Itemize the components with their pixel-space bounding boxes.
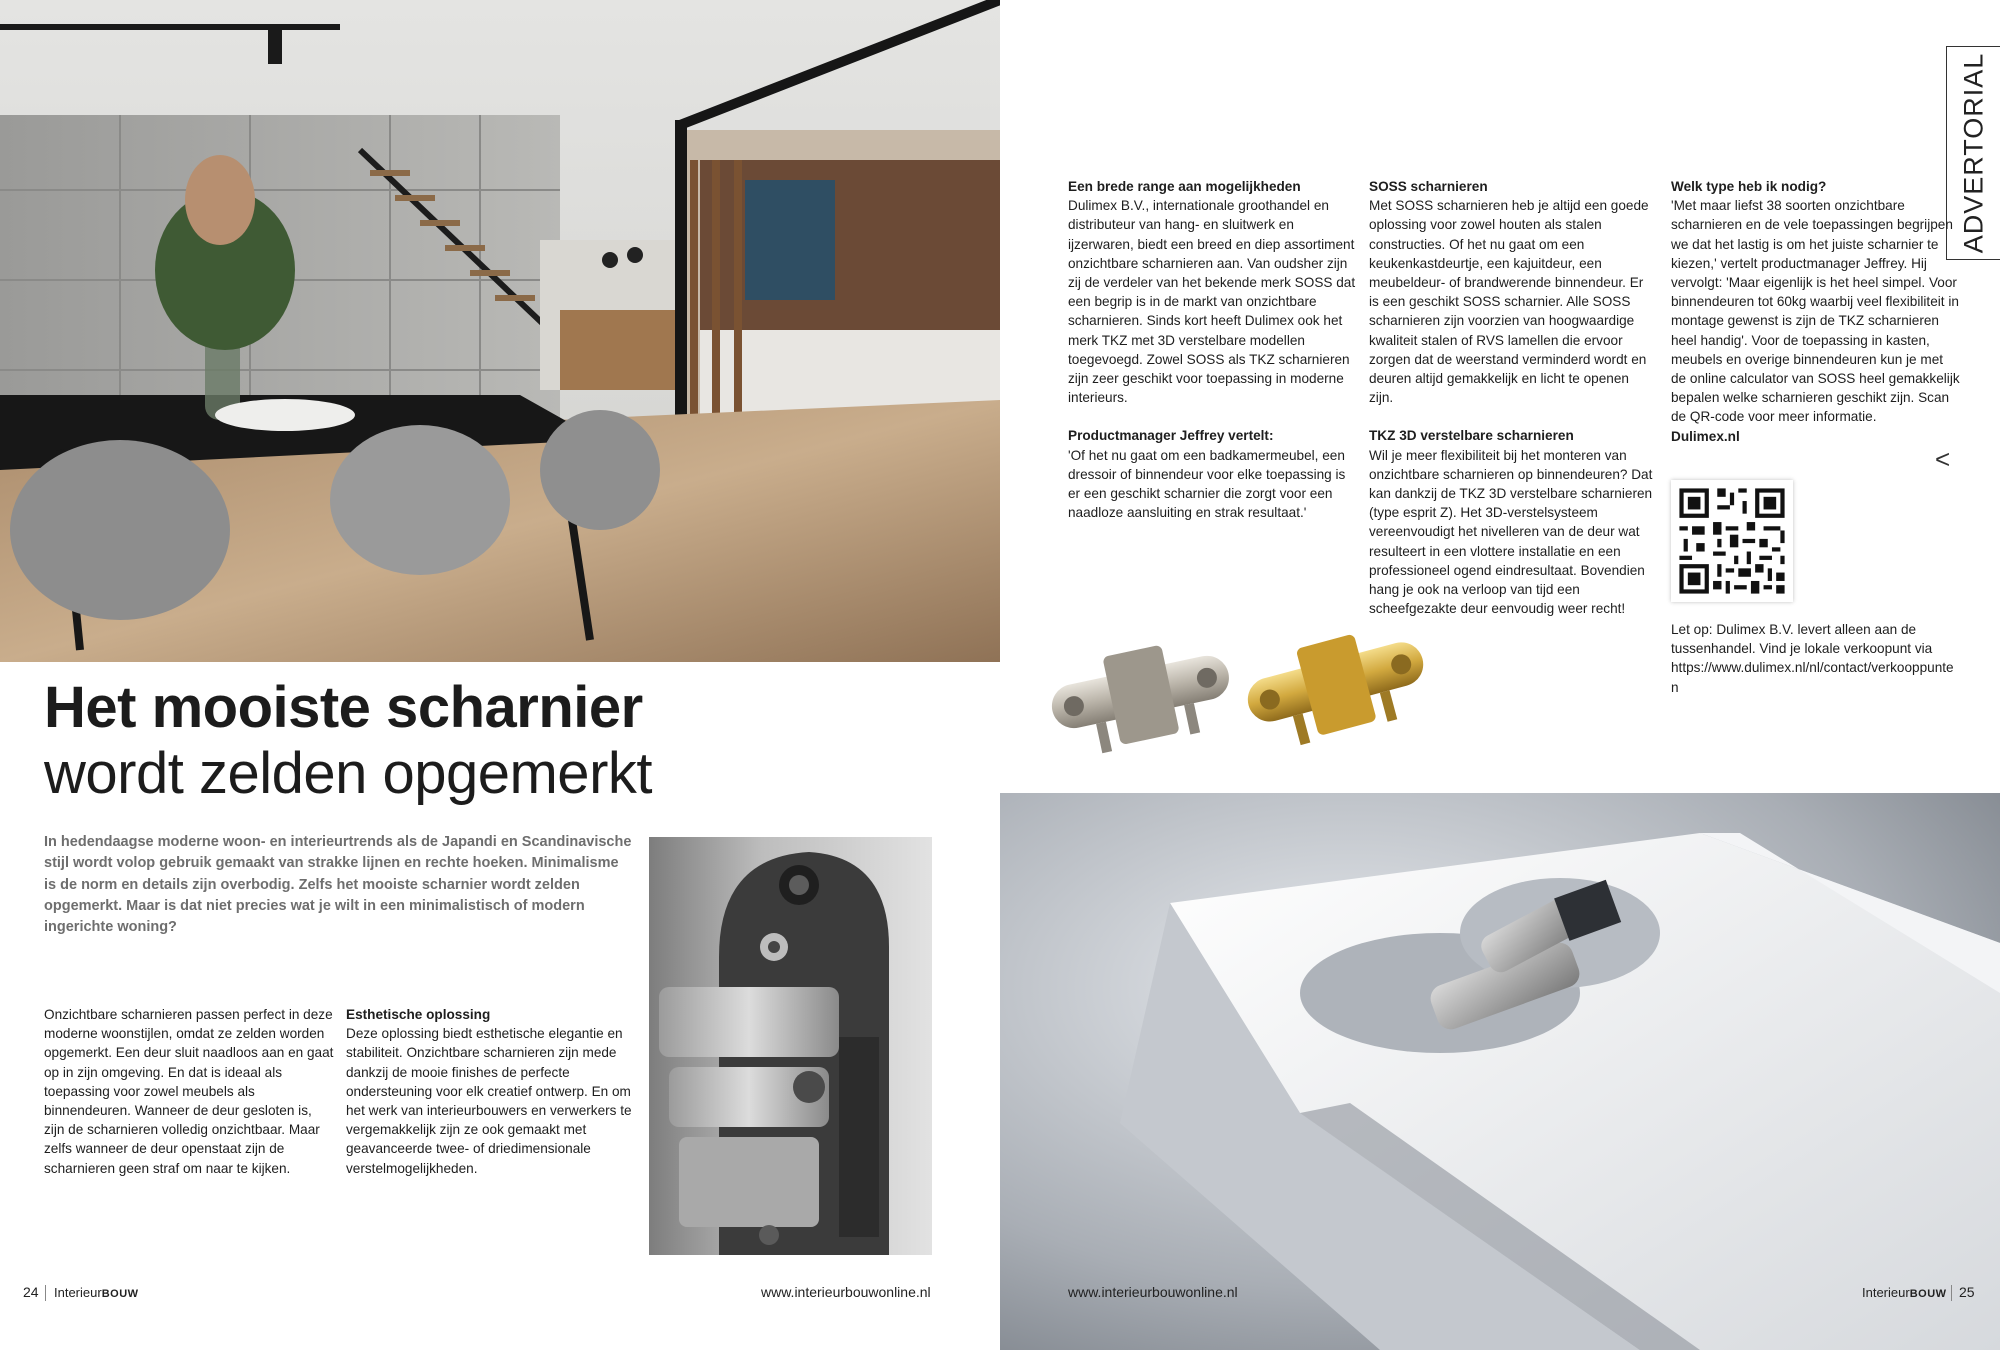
left-column-2 xyxy=(346,1005,636,1178)
right-col1-text2: 'Of het nu gaat om een badkamermeubel, een dressoir of binnendeur voor elke toepassing is er een geschikt scharnier die zorgt voor een naadloze aansluiting en strak resultaat.' xyxy=(1068,447,1346,521)
hinge-closeup-photo xyxy=(649,837,932,1255)
right-col1-text1: Dulimex B.V., internationale groothandel en distributeur van hang- en sluitwerk en ijzerwaren, biedt een breed en diep assortiment onzichtbare scharnieren aan. Van oudsher zijn zij de verdeler van het bekende merk SOSS dat een begrip is in de markt van onzichtbare scharnieren. Sinds kort heeft Dulimex ook het merk TKZ met 3D verstelbare modellen toegevoegd. Zowel SOSS als TKZ scharnieren zijn zeer geschikt voor toepassing in moderne interieurs. xyxy=(1068,198,1356,406)
chevron-left-icon: < xyxy=(1935,444,1951,474)
right-col3-heading1: Welk type heb ik nodig? xyxy=(1671,179,1827,194)
intro-paragraph: In hedendaagse moderne woon- en interieurtrends als de Japandi en Scandinavische stijl wordt volop gebruik gemaakt van strakke lijnen en rechte hoeken. Minimalisme is de norm en details zijn overbodig. Zelfs het mooiste scharnier wordt zelden opgemerkt. Maar is dat niet precies wat je wilt in een minimalistisch of modern ingerichte woning? xyxy=(44,834,632,936)
right-brand-bold: BOUW xyxy=(1909,1288,1947,1300)
left-brand-bold: BOUW xyxy=(101,1288,139,1300)
left-folio-divider xyxy=(45,1285,46,1301)
right-col2-heading2: TKZ 3D verstelbare scharnieren xyxy=(1369,428,1574,444)
right-folio-divider xyxy=(1951,1285,1952,1301)
left-footer-url[interactable]: www.interieurbouwonline.nl xyxy=(761,1284,931,1300)
left-col1-text: Onzichtbare scharnieren passen perfect in deze moderne woonstijlen, omdat ze zelden worden opgemerkt. Een deur sluit naadloos aan en gaat op in zijn omgeving. En dat is ideaal als toepassing voor zowel meubels als binnendeuren. Wanneer de deur gesloten is, zijn de scharnieren volledig onzichtbaar. Maar zelfs wanneer de deur openstaat zijn de scharnieren geen straf om naar te kijken. xyxy=(44,1007,334,1176)
product-hinges-photo xyxy=(1040,610,1440,770)
right-column-1 xyxy=(1068,177,1358,522)
right-col2-heading1: SOSS scharnieren xyxy=(1369,179,1488,194)
right-brand-regular: Interieur xyxy=(1862,1285,1910,1300)
right-column-3 xyxy=(1671,177,1961,446)
right-column-2 xyxy=(1369,177,1656,618)
interior-photo xyxy=(0,0,1000,662)
left-col2-heading: Esthetische oplossing xyxy=(346,1007,491,1022)
dealer-note: Let op: Dulimex B.V. levert alleen aan de tussenhandel. Vind je lokale verkoopunt via https://www.dulimex.nl/nl/contact/verkooppunten xyxy=(1671,622,1954,695)
white-hinge-photo xyxy=(1000,793,2000,1350)
headline-bold: Het mooiste scharnier xyxy=(44,675,643,740)
dulimex-link[interactable]: Dulimex.nl xyxy=(1671,428,1740,444)
right-footer-url[interactable]: www.interieurbouwonline.nl xyxy=(1068,1284,1238,1300)
right-col1-heading1: Een brede range aan mogelijkheden xyxy=(1068,179,1301,194)
left-page-number: 24 xyxy=(23,1284,39,1300)
right-brand-logo xyxy=(1862,1285,1947,1300)
right-page-number: 25 xyxy=(1959,1284,1975,1300)
left-brand-logo xyxy=(54,1285,139,1300)
right-col1-heading2: Productmanager Jeffrey vertelt: xyxy=(1068,428,1274,444)
right-col3-text1: 'Met maar liefst 38 soorten onzichtbare scharnieren en de vele toepassingen begrijpen we dat het lastig is om het juiste scharnier te kiezen,' vertelt productmanager Jeffrey. Hij vervolgt: 'Maar eigenlijk is het heel simpel. Voor binnendeuren tot 60kg waarbij veel flexibiliteit in montage gewenst is zijn de TKZ scharnieren heel handig'. Voor de toepassing in kasten, meubels en overige binnendeuren kun je met de online calculator van SOSS heel gemakkelijk bepalen welke scharnieren geschikt zijn. Scan de QR-code voor meer informatie. xyxy=(1671,198,1960,425)
left-column-1 xyxy=(44,1005,334,1178)
headline-light: wordt zelden opgemerkt xyxy=(44,741,652,806)
advertorial-label: ADVERTORIAL xyxy=(1958,52,1988,254)
right-col2-text1: Met SOSS scharnieren heb je altijd een goede oplossing voor zowel houten als stalen constructies. Of het nu gaat om een keukenkastdeurtje, een kajuitdeur, een meubeldeur- of brandwerende binnendeur. Er is een geschikt SOSS scharnier. Alle SOSS scharnieren zijn voorzien van hoogwaardige kwaliteit stalen of RVS lamellen die ervoor zorgen dat de weerstand verminderd wordt en deuren altijd gemakkelijk en licht te openen zijn. xyxy=(1369,198,1649,406)
qr-code-icon[interactable] xyxy=(1671,480,1793,602)
right-col2-text2: Wil je meer flexibiliteit bij het monteren van onzichtbare scharnieren op binnendeuren? Dat kan dankzij de TKZ 3D verstelbare scharnieren (type esprit Z). Het 3D-verstelsysteem vereenvoudigt het nivelleren van de deur wat resulteert in een vlottere installatie en een professioneel ogend eindresultaat. Bovendien hang je ook na verloop van tijd een scheefgezakte deur eenvoudig weer recht! xyxy=(1369,447,1653,617)
left-brand-regular: Interieur xyxy=(54,1285,102,1300)
left-col2-text: Deze oplossing biedt esthetische elegantie en stabiliteit. Onzichtbare scharnieren zijn mede dankzij de mooie finishes de perfecte ondersteuning voor elk creatief ontwerp. En om het werk van interieurbouwers en verwerkers te vergemakkelijk zijn ze ook gemaakt met geavanceerde twee- of driedimensionale verstelmogelijkheden. xyxy=(346,1026,632,1176)
